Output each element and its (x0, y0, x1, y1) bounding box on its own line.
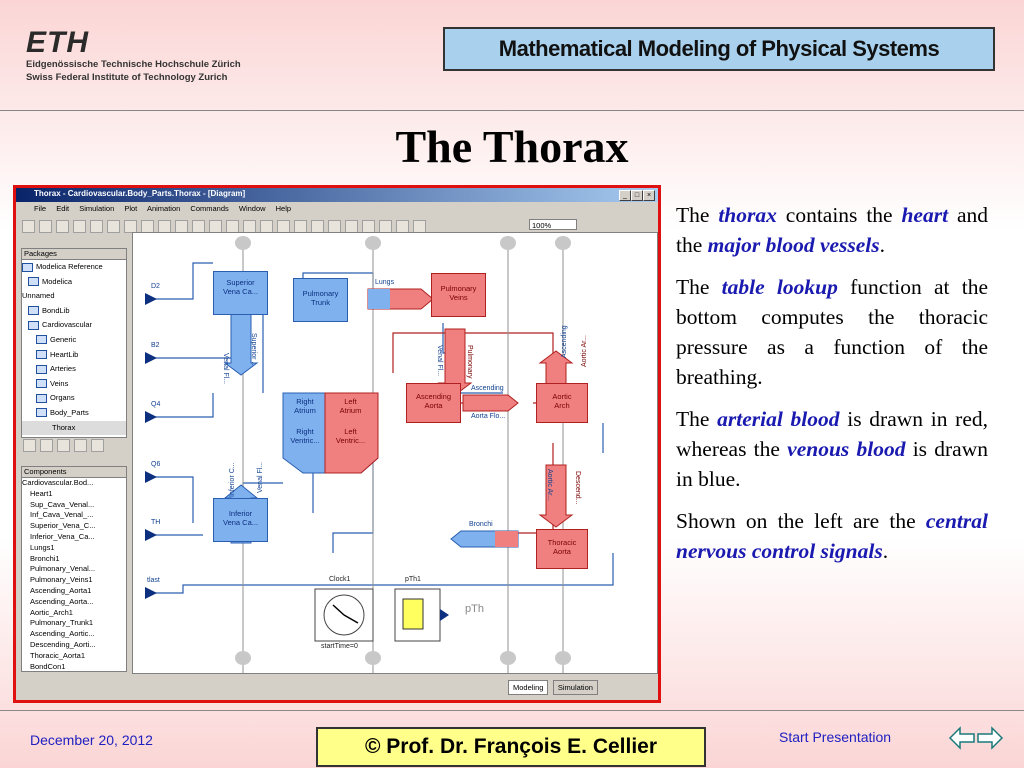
search-icon[interactable] (56, 220, 69, 233)
nav-arrows (948, 724, 1004, 752)
superior-side-label: Superior ... (250, 333, 257, 368)
aortic-ar-label: Aortic Ar... (581, 335, 588, 367)
input-port-tlast (145, 587, 157, 599)
bond-port-top-2 (365, 236, 381, 250)
menu-commands[interactable]: Commands (190, 204, 229, 213)
port-label-q4: Q4 (151, 401, 161, 408)
pth-label: pTh (465, 603, 484, 615)
package-item[interactable]: Modelica Reference (22, 260, 126, 275)
start-time-label: startTime=0 (321, 643, 358, 650)
paragraph-blood-colors: The arterial blood is drawn in red, whereas the venous blood is drawn in blue. (676, 407, 989, 491)
menu-plot[interactable]: Plot (124, 204, 138, 213)
pulmonary-trunk-block[interactable]: Pulmonary Trunk (293, 278, 348, 322)
dymola-screenshot (13, 185, 661, 703)
open-icon[interactable] (22, 220, 35, 233)
package-item[interactable]: Arteries (22, 362, 126, 377)
package-icon (36, 365, 47, 374)
input-port-q6 (145, 471, 157, 483)
venal-fl-label-1: Venal Fl... (222, 353, 229, 385)
window-title: Thorax - Cardiovascular.Body_Parts.Thorax - [Diagram] (34, 189, 246, 198)
eth-logo (26, 28, 266, 98)
descend-label: Descend... (574, 471, 581, 505)
input-port-b2 (145, 352, 157, 364)
menu-help[interactable]: Help (275, 204, 292, 213)
zoom-select[interactable]: 100% (529, 219, 577, 230)
menu-file[interactable]: File (34, 204, 47, 213)
bond-port-bottom-4 (555, 651, 571, 665)
package-icon (36, 379, 47, 388)
header-divider (0, 110, 1024, 111)
table-grid-icon (403, 599, 423, 629)
package-icon (22, 263, 33, 272)
pulmonary-veins-block[interactable]: Pulmonary Veins (431, 273, 486, 317)
library-icon[interactable] (40, 439, 53, 452)
diagram-canvas[interactable] (132, 232, 658, 674)
bond-port-top-3 (500, 236, 516, 250)
component-item[interactable]: Pulmonary_Trunk1 (30, 618, 94, 628)
component-item[interactable]: Inferior_Vena_Ca... (30, 531, 95, 541)
venal-fl-label-2: Venal Fl... (436, 345, 443, 377)
components-header: Components (22, 467, 126, 478)
thoracic-aorta-block[interactable]: Thoracic Aorta (536, 529, 588, 569)
package-item[interactable]: BondLib (22, 304, 126, 319)
package-item[interactable]: Unnamed (22, 291, 55, 301)
footer-date: December 20, 2012 (30, 732, 153, 748)
next-slide-icon[interactable] (978, 728, 1002, 748)
bronchi-label: Bronchi (469, 521, 493, 528)
paragraph-thorax: The thorax contains the heart and the major blood vessels. (676, 203, 988, 257)
bond-port-bottom-1 (235, 651, 251, 665)
cursor-icon[interactable] (91, 439, 104, 452)
paragraph-table-lookup: The table lookup function at the bottom computes the thoracic pressure as a function of the breathing. (676, 275, 988, 389)
port-label-q6: Q6 (151, 461, 161, 468)
aortic-arch-block[interactable]: Aortic Arch (536, 383, 588, 423)
logo-line-2: Swiss Federal Institute of Technology Zurich (26, 72, 228, 83)
line-tool-icon[interactable] (107, 220, 120, 233)
component-item[interactable]: Ascending_Aorta... (30, 596, 94, 606)
window-titlebar (16, 188, 658, 202)
package-icon (28, 277, 39, 286)
component-item[interactable]: Lungs1 (30, 542, 55, 552)
bond-port-bottom-2 (365, 651, 381, 665)
save-icon[interactable] (39, 220, 52, 233)
package-item[interactable]: Modelica (22, 275, 126, 290)
maximize-button[interactable]: □ (631, 190, 643, 201)
print-icon[interactable] (73, 220, 86, 233)
port-label-th: TH (151, 519, 161, 526)
logo-line-1: Eidgenössische Technische Hochschule Zürich (26, 59, 241, 70)
aorta-flow-label: Aorta Flo... (471, 413, 506, 420)
package-item[interactable]: Generic (22, 333, 126, 348)
package-item[interactable]: Body_Parts (22, 406, 126, 421)
bond-port-bottom-3 (500, 651, 516, 665)
superior-vena-cava-block[interactable]: Superior Vena Ca... (213, 271, 268, 315)
component-item[interactable]: Heart1 (30, 488, 53, 498)
package-item[interactable]: Veins (22, 377, 126, 392)
right-ventricle-label[interactable]: Right Ventric... (290, 427, 320, 445)
menu-bar (16, 204, 658, 216)
component-item[interactable]: Aortic_Arch1 (30, 607, 73, 617)
package-icon (36, 335, 47, 344)
component-item[interactable]: Sup_Cava_Venal... (30, 499, 95, 509)
component-item[interactable]: BondCon1 (30, 661, 66, 671)
bond-port-top-4 (555, 236, 571, 250)
prev-slide-icon[interactable] (950, 728, 974, 748)
pth-output-port (440, 609, 449, 621)
package-icon (36, 408, 47, 417)
component-item[interactable]: Ascending_Aorta1 (30, 585, 92, 595)
bond-port-top-1 (235, 236, 251, 250)
component-item[interactable]: Descending_Aorti... (30, 639, 96, 649)
port-label-b2: B2 (151, 342, 160, 349)
package-icon (36, 394, 47, 403)
packages-panel (21, 248, 127, 438)
slide-title: The Thorax (395, 121, 629, 172)
package-item[interactable]: Cardiovascular (22, 318, 126, 333)
lungs-arrow-blue-part (368, 289, 390, 309)
bronchi-arrow-red-part (495, 531, 518, 547)
start-presentation-link[interactable]: Start Presentation (779, 729, 892, 745)
menu-window[interactable]: Window (238, 204, 266, 213)
course-title: Mathematical Modeling of Physical Systems (443, 27, 995, 71)
input-port-q4 (145, 411, 157, 423)
modelica-icon[interactable] (23, 439, 36, 452)
left-ventricle-label[interactable]: Left Ventric... (335, 427, 366, 445)
inferior-c-label: Inferior C... (229, 462, 236, 497)
close-button[interactable]: × (643, 190, 655, 201)
packages-header: Packages (22, 249, 126, 260)
components-panel (21, 466, 127, 672)
descending-aorta-arrow (540, 465, 572, 527)
back-arrow-icon[interactable] (57, 439, 70, 452)
diagram-connections (133, 233, 657, 673)
component-item[interactable]: Bronchi1 (30, 553, 60, 563)
footer-divider (0, 710, 1024, 711)
component-item[interactable]: Pulmonary_Veins1 (30, 575, 93, 585)
component-item[interactable]: Thoracic_Aorta1 (30, 650, 86, 660)
input-port-d2 (145, 293, 157, 305)
slide-text (676, 200, 988, 578)
package-item[interactable]: Organs (22, 391, 126, 406)
venal-fl-label-3: Venal Fl... (257, 461, 264, 493)
menu-simulation[interactable]: Simulation (79, 204, 115, 213)
logo-mark: ETH (26, 26, 89, 59)
ascending-aorta-block[interactable]: Ascending Aorta (406, 383, 461, 423)
package-item-selected[interactable]: Thorax (22, 421, 126, 436)
menu-animation[interactable]: Animation (146, 204, 181, 213)
lungs-label: Lungs (375, 279, 395, 286)
port-label-tlast: tlast (147, 577, 160, 584)
package-icon (36, 350, 47, 359)
menu-edit[interactable]: Edit (56, 204, 70, 213)
component-item[interactable]: Cardiovascular.Bod... (22, 478, 94, 487)
ascending-arrow-label: Ascending (471, 385, 504, 392)
package-nav-bar (21, 437, 125, 451)
component-item[interactable]: Pulmonary_Venal... (30, 564, 96, 574)
inferior-vena-cava-block[interactable]: Inferior Vena Ca... (213, 498, 268, 542)
help-icon[interactable] (90, 220, 103, 233)
package-icon (28, 321, 39, 330)
forward-arrow-icon[interactable] (74, 439, 87, 452)
pth1-label: pTh1 (405, 576, 421, 583)
left-atrium-label[interactable]: Left Atrium (339, 397, 362, 415)
ascending-arrow (463, 395, 518, 411)
package-icon (28, 306, 39, 315)
pulmonary-side-label: Pulmonary (466, 345, 473, 379)
clock-label: Clock1 (329, 576, 351, 583)
paragraph-control-signals: Shown on the left are the central nervous control signals. (676, 509, 988, 563)
component-item[interactable]: Ascending_Aortic... (30, 629, 95, 639)
component-item[interactable]: Superior_Vena_C... (30, 521, 96, 531)
package-item[interactable]: HeartLib (22, 348, 126, 363)
tab-modeling[interactable]: Modeling (508, 680, 548, 695)
port-label-d2: D2 (151, 283, 160, 290)
copyright-box: © Prof. Dr. François E. Cellier (316, 727, 706, 767)
minimize-button[interactable]: _ (619, 190, 631, 201)
component-item[interactable]: Inf_Cava_Venal_... (30, 510, 94, 520)
mode-tabs (508, 677, 648, 693)
tab-simulation[interactable]: Simulation (553, 680, 598, 695)
input-port-th (145, 529, 157, 541)
aortic-ar-label-2: Aortic Ar... (546, 469, 553, 501)
ascending-vertical-label: Ascending (561, 325, 568, 358)
right-atrium-label[interactable]: Right Atrium (294, 397, 316, 415)
